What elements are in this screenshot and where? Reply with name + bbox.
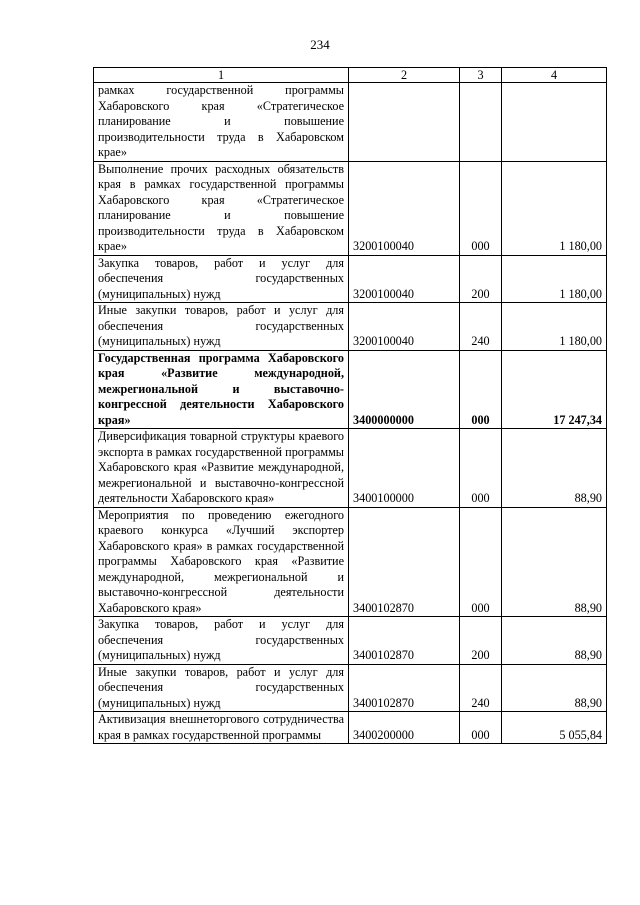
- table-row: [94, 712, 607, 744]
- row-amount-cell: 88,90: [502, 617, 607, 665]
- row-code-cell: 3400102870: [349, 617, 460, 665]
- table-header-row: [94, 68, 607, 83]
- table-row: [94, 161, 607, 255]
- row-code-cell: [349, 83, 460, 162]
- row-name-cell: рамках государственной программы Хабаровского края «Стратегическое планирование и повышение производительности труда в Хабаровском крае»: [94, 83, 349, 162]
- row-name-cell: Государственная программа Хабаровского края «Развитие международной, межрегиональной и выставочно-конгрессной деятельности Хабаровского края»: [94, 350, 349, 429]
- row-code-cell: 3400102870: [349, 664, 460, 712]
- row-amount-cell: 5 055,84: [502, 712, 607, 744]
- row-type-cell: 000: [460, 507, 502, 617]
- page-number: 234: [310, 37, 330, 52]
- row-amount-cell: 17 247,34: [502, 350, 607, 429]
- row-amount-cell: 1 180,00: [502, 255, 607, 303]
- table-row: [94, 664, 607, 712]
- row-code-cell: 3200100040: [349, 255, 460, 303]
- row-type-cell: 000: [460, 161, 502, 255]
- table-row: [94, 617, 607, 665]
- table-row-program: [94, 350, 607, 429]
- row-amount-cell: 88,90: [502, 664, 607, 712]
- column-header-code: 2: [349, 68, 460, 83]
- row-name-cell: Активизация внешнеторгового сотрудничества края в рамках государственной программы: [94, 712, 349, 744]
- column-header-name: 1: [94, 68, 349, 83]
- row-code-cell: 3200100040: [349, 303, 460, 351]
- table-row: [94, 429, 607, 508]
- row-amount-cell: 88,90: [502, 429, 607, 508]
- row-amount-cell: [502, 83, 607, 162]
- row-name-cell: Выполнение прочих расходных обязательств края в рамках государственной программы Хабаровского края «Стратегическое планирование и повышение производительности труда в Хабаровском крае»: [94, 161, 349, 255]
- row-amount-cell: 1 180,00: [502, 303, 607, 351]
- row-type-cell: 000: [460, 429, 502, 508]
- row-type-cell: 000: [460, 712, 502, 744]
- row-name-cell: Диверсификация товарной структуры краевого экспорта в рамках государственной программы Хабаровского края «Развитие международной, межрегиональной и выставочно-конгрессной деятельности Хабаровского края»: [94, 429, 349, 508]
- row-type-cell: [460, 83, 502, 162]
- row-name-cell: Мероприятия по проведению ежегодного краевого конкурса «Лучший экспортер Хабаровского края» в рамках государственной программы Хабаровского края «Развитие международной, межрегиональной и выставочно-конгрессной деятельности Хабаровского края»: [94, 507, 349, 617]
- row-name-cell: Иные закупки товаров, работ и услуг для обеспечения государственных (муниципальных) нужд: [94, 303, 349, 351]
- table-row: [94, 303, 607, 351]
- row-type-cell: 200: [460, 255, 502, 303]
- row-name-cell: Закупка товаров, работ и услуг для обеспечения государственных (муниципальных) нужд: [94, 617, 349, 665]
- row-code-cell: 3200100040: [349, 161, 460, 255]
- row-name-cell: Иные закупки товаров, работ и услуг для обеспечения государственных (муниципальных) нужд: [94, 664, 349, 712]
- table-row: [94, 507, 607, 617]
- table-row: [94, 255, 607, 303]
- row-name-cell: Закупка товаров, работ и услуг для обеспечения государственных (муниципальных) нужд: [94, 255, 349, 303]
- budget-table: [93, 67, 607, 744]
- row-amount-cell: 88,90: [502, 507, 607, 617]
- column-header-amount: 4: [502, 68, 607, 83]
- row-type-cell: 240: [460, 664, 502, 712]
- row-code-cell: 3400100000: [349, 429, 460, 508]
- row-code-cell: 3400200000: [349, 712, 460, 744]
- row-code-cell: 3400102870: [349, 507, 460, 617]
- table-row: [94, 83, 607, 162]
- row-type-cell: 200: [460, 617, 502, 665]
- row-code-cell: 3400000000: [349, 350, 460, 429]
- column-header-type: 3: [460, 68, 502, 83]
- row-type-cell: 000: [460, 350, 502, 429]
- row-type-cell: 240: [460, 303, 502, 351]
- row-amount-cell: 1 180,00: [502, 161, 607, 255]
